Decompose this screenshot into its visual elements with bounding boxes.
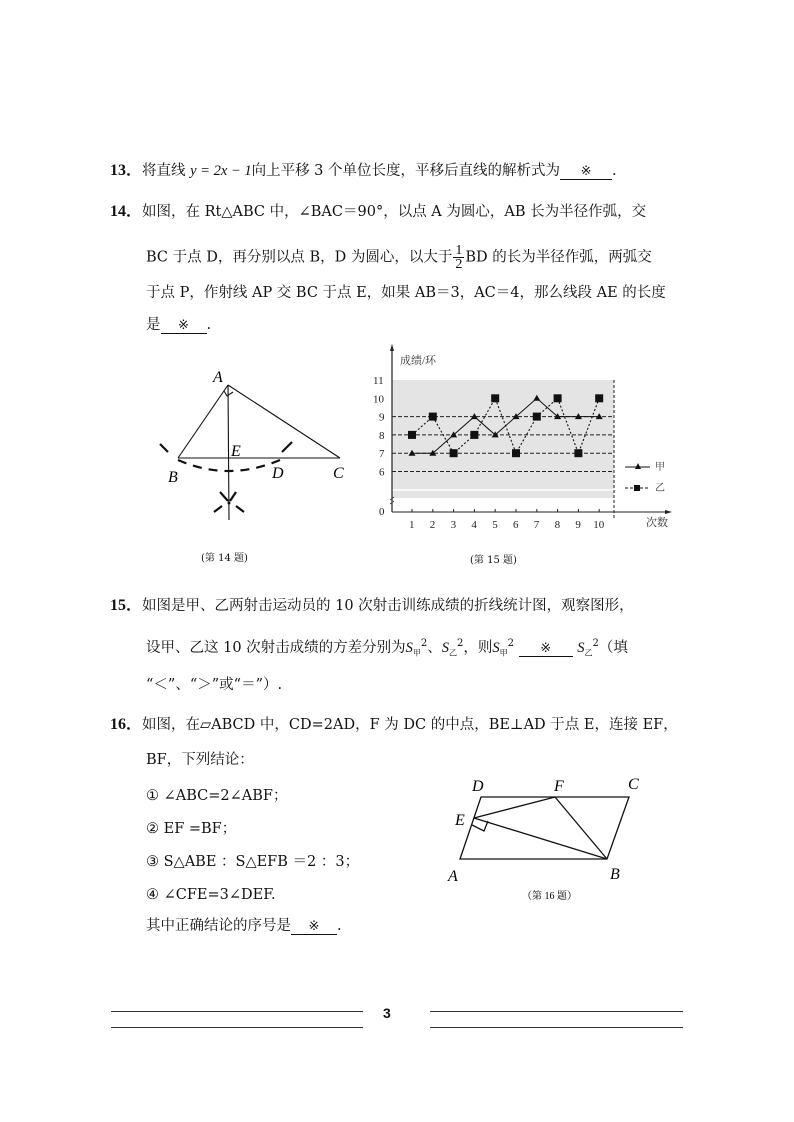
chart-plot-area (392, 380, 614, 498)
question-text-line1: 如图，在 Rt△ABC 中，∠BAC＝90°，以点 A 为圆心，AB 长为半径作弧，交 (142, 204, 647, 220)
question-number: 15． (110, 597, 143, 614)
superscript: 2 (507, 638, 515, 649)
y-axis-label: 成绩/环 (400, 355, 437, 367)
question-text-line2a: BC 于点 D，再分别以点 B，D 为圆心，以大于 (146, 249, 453, 266)
variance-symbol: S (405, 639, 413, 656)
label-D: D (472, 778, 484, 795)
y-tick-label: 11 (373, 375, 384, 387)
y-tick-label: 9 (379, 411, 385, 424)
label-D: D (272, 465, 284, 482)
x-tick-label: 6 (513, 519, 519, 531)
question-text-line3: “＜”、“＞”或“＝”）. (146, 677, 283, 693)
variance-symbol: S (492, 639, 500, 656)
question-number: 16． (110, 716, 143, 733)
answer-prompt: 其中正确结论的序号是 (146, 918, 291, 934)
figure-16-parallelogram (430, 765, 660, 910)
x-tick-label: 4 (471, 519, 477, 531)
period: . (612, 163, 617, 179)
question-text: （填 (598, 639, 628, 656)
option-4: ④ ∠CFE=3∠DEF. (146, 887, 276, 903)
period: . (206, 317, 212, 333)
label-A: A (213, 369, 223, 386)
x-tick-label: 1 (409, 519, 415, 531)
formula: y = 2x − 1 (190, 163, 252, 179)
data-point-square (595, 394, 603, 402)
question-number: 14． (110, 203, 143, 220)
question-number: 13． (110, 162, 143, 179)
question-text-line3: 于点 P，作射线 AP 交 BC 于点 E，如果 AB＝3，AC＝4，那么线段 AE 的长度 (146, 285, 666, 301)
data-point-square (470, 431, 478, 439)
superscript: 2 (420, 638, 428, 649)
fraction-denominator: 2 (455, 257, 463, 272)
variance-symbol: S (577, 639, 585, 656)
label-A: A (448, 868, 458, 885)
data-point-square (574, 449, 582, 457)
figure-16-caption: （第 16 题） (522, 891, 577, 902)
label-B: B (610, 866, 620, 883)
data-point-square (554, 394, 562, 402)
data-point-square (429, 413, 437, 421)
option-3: ③ S△ABE ：S△EFB ＝2 ：3； (146, 854, 360, 870)
subscript: 乙 (584, 648, 593, 658)
data-point-square (491, 394, 499, 402)
superscript: 2 (457, 638, 464, 649)
period: . (337, 918, 342, 934)
footer-rule (111, 1011, 363, 1012)
x-tick-label: 10 (593, 519, 605, 531)
y-tick-label: 6 (379, 466, 385, 479)
y-tick-label: 10 (373, 393, 384, 406)
subscript: 甲 (412, 648, 421, 658)
question-text-line2: BF，下列结论： (146, 752, 254, 768)
question-text-line1: 如图是甲、乙两射击运动员的 10 次射击训练成绩的折线统计图，观察图形， (142, 598, 634, 614)
label-B: B (168, 469, 178, 486)
data-point-square (512, 449, 520, 457)
label-C: C (628, 776, 639, 793)
figure-14-triangle (150, 360, 370, 530)
footer-rule (111, 1027, 363, 1028)
x-tick-label: 3 (450, 519, 457, 531)
footer-rule (430, 1027, 683, 1028)
data-point-square (533, 413, 541, 421)
footer-rule (430, 1011, 683, 1012)
label-F: F (554, 778, 564, 795)
y-tick-label: 8 (379, 429, 385, 442)
legend-jia: 甲 (655, 462, 665, 473)
superscript: 2 (592, 638, 599, 649)
answer-blank[interactable]: ※ (291, 920, 337, 935)
subscript: 乙 (449, 648, 458, 658)
answer-blank[interactable]: ※ (560, 165, 612, 180)
legend-yi: 乙 (655, 483, 665, 494)
label-E: E (455, 812, 465, 829)
y-tick-label: 0 (379, 506, 385, 518)
chart-legend (625, 461, 665, 494)
label-C: C (333, 465, 344, 482)
subscript: 甲 (499, 648, 508, 658)
question-text-line2b: BD 的长为半径作弧，两弧交 (465, 249, 652, 266)
question-text-line4: 是 (146, 317, 161, 333)
x-tick-label: 9 (575, 519, 581, 531)
figure-15-caption: (第 15 题) (470, 555, 517, 566)
page-number: 3 (383, 1005, 391, 1021)
data-point-square (408, 431, 416, 439)
question-text: 将直线 (142, 163, 186, 179)
y-tick-label: 7 (379, 448, 385, 461)
x-tick-label: 2 (429, 519, 436, 531)
question-text-line2: 设甲、乙这 10 次射击成绩的方差分别为 (146, 639, 406, 656)
answer-blank[interactable]: ※ (519, 642, 573, 657)
answer-blank[interactable]: ※ (161, 319, 207, 334)
x-tick-label: 7 (533, 519, 540, 531)
x-axis-label: 次数 (646, 517, 668, 529)
figure-15-line-chart (350, 340, 690, 540)
option-1: ① ∠ABC=2∠ABF； (146, 788, 288, 804)
question-text: ，则 (463, 639, 493, 656)
fraction-one-half (453, 244, 464, 271)
data-point-square (450, 449, 458, 457)
fraction-numerator: 1 (455, 243, 463, 258)
separator: 、 (427, 639, 442, 656)
x-tick-label: 8 (554, 519, 561, 531)
variance-symbol: S (441, 639, 450, 656)
label-E: E (231, 443, 241, 460)
option-2: ② EF =BF； (146, 821, 237, 837)
figure-14-caption: (第 14 题) (201, 553, 248, 564)
question-text-line1: 如图，在▱ABCD 中，CD=2AD，F 为 DC 的中点，BE⊥AD 于点 E，连接 EF， (142, 717, 678, 733)
x-tick-label: 5 (492, 519, 498, 531)
question-text: 向上平移 3 个单位长度，平移后直线的解析式为 (251, 163, 561, 179)
